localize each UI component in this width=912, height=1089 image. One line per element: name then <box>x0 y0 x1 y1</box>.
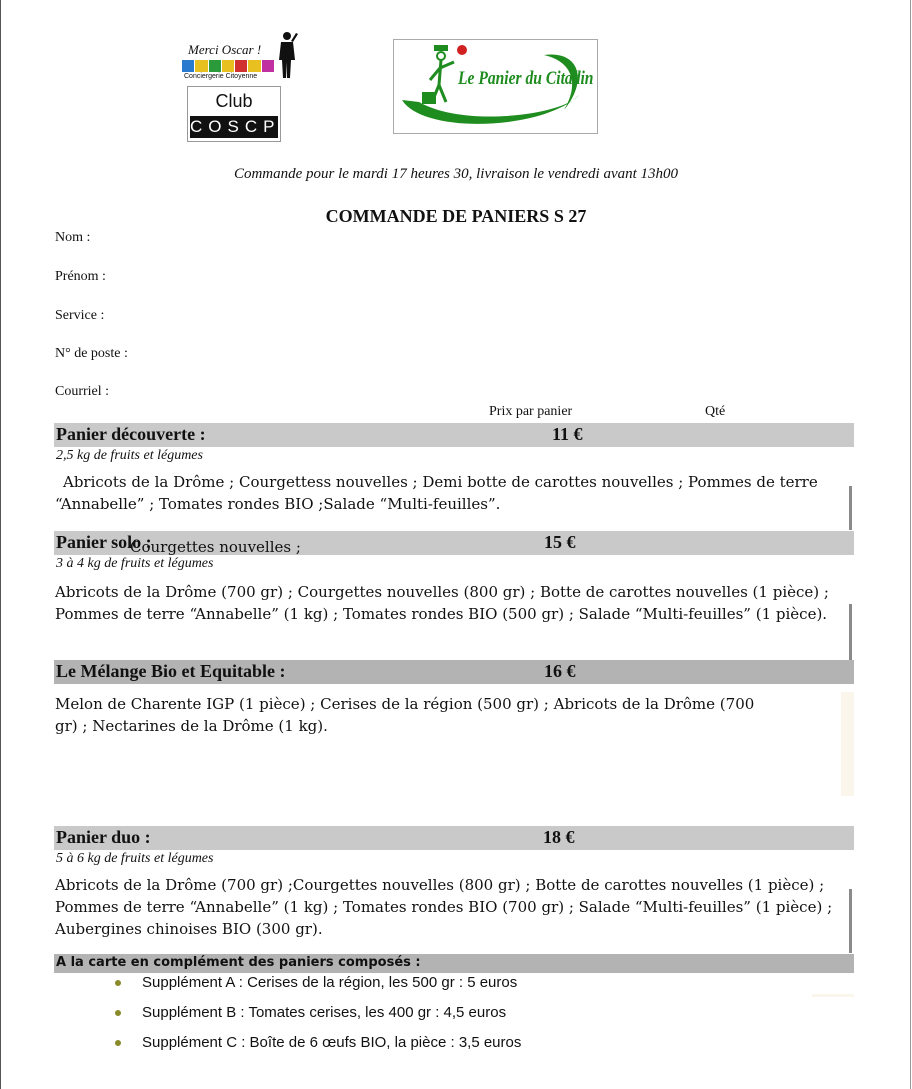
quantity-box-edge-duo <box>849 889 852 953</box>
quantity-box-edge-solo <box>849 604 852 660</box>
basket-weight-duo: 5 à 6 kg de fruits et légumes <box>56 851 214 866</box>
basket-name-solo: Panier solo : <box>56 532 152 552</box>
club-logo-top-text: Club <box>215 91 253 111</box>
quantity-box-edge-decouverte <box>849 486 852 530</box>
page-border-left <box>0 0 1 1089</box>
a-la-carte-quantity-box <box>812 994 854 997</box>
page-border-right <box>910 0 911 1089</box>
basket-name-decouverte: Panier découverte : <box>56 424 206 444</box>
club-logo-bottom-text: COSCP <box>190 117 281 136</box>
basket-price-solo: 15 € <box>544 532 576 552</box>
basket-price-melange: 16 € <box>544 661 576 681</box>
service-label: Service : <box>55 308 105 323</box>
bullet-icon <box>115 1010 121 1016</box>
prenom-label: Prénom : <box>55 269 106 284</box>
basket-overlap-text-solo: Courgettes nouvelles ; <box>130 538 301 556</box>
basket-name-melange: Le Mélange Bio et Equitable : <box>56 661 286 681</box>
courriel-label: Courriel : <box>55 384 110 399</box>
butler-figure-icon <box>276 30 298 80</box>
a-la-carte-title: A la carte en complément des paniers composés : <box>56 955 421 970</box>
basket-description-melange: Melon de Charente IGP (1 pièce) ; Cerises de la région (500 gr) ; Abricots de la Drôme (700 gr) ; Nectarines de la Drôme (1 kg). <box>55 695 755 735</box>
poste-label: N° de poste : <box>55 346 128 361</box>
merci-oscar-logo-subtitle: Conciergerie Citoyenne <box>184 73 258 80</box>
order-deadline-subtitle: Commande pour le mardi 17 heures 30, livraison le vendredi avant 13h00 <box>233 166 679 182</box>
basket-weight-solo: 3 à 4 kg de fruits et légumes <box>56 556 214 571</box>
panier-du-citadin-logo-text: Le Panier du Citadin <box>458 68 594 89</box>
basket-name-duo: Panier duo : <box>56 827 151 847</box>
supplement-c-text: Supplément C : Boîte de 6 œufs BIO, la pièce : 3,5 euros <box>142 1034 522 1051</box>
club-coscp-logo <box>187 86 281 142</box>
basket-description-duo: Abricots de la Drôme (700 gr) ;Courgettes nouvelles (800 gr) ; Botte de carottes nouvelles (1 pièce) ; Pommes de terre “Annabelle” (1 kg) ; Tomates rondes BIO (700 gr) ; Salade “Multi-feuilles” (1 pièce) ; Aubergines chinoises BIO (300 gr). <box>55 876 833 938</box>
supplement-a-text: Supplément A : Cerises de la région, les 500 gr : 5 euros <box>142 974 518 991</box>
bullet-icon <box>115 980 121 986</box>
supplement-b-text: Supplément B : Tomates cerises, les 400 gr : 4,5 euros <box>142 1004 507 1021</box>
page-title: COMMANDE DE PANIERS S 27 <box>325 206 587 226</box>
basket-price-decouverte: 11 € <box>552 424 583 444</box>
merci-oscar-logo-title: Merci Oscar ! <box>188 42 262 57</box>
basket-weight-decouverte: 2,5 kg de fruits et légumes <box>56 448 203 463</box>
merci-oscar-icon-strip <box>182 60 274 72</box>
basket-price-duo: 18 € <box>543 827 575 847</box>
price-column-header: Prix par panier <box>489 404 573 419</box>
basket-description-solo: Abricots de la Drôme (700 gr) ; Courgettes nouvelles (800 gr) ; Botte de carottes nouvelles (1 pièce) ; Pommes de terre “Annabelle” (1 kg) ; Tomates rondes BIO (500 gr) ; Salade “Multi-feuilles” (1 pièce). <box>55 583 829 623</box>
merci-oscar-logo <box>180 30 298 82</box>
quantity-box-melange <box>841 692 854 796</box>
panier-du-citadin-logo <box>393 39 598 134</box>
basket-description-decouverte: Abricots de la Drôme ; Courgettess nouvelles ; Demi botte de carottes nouvelles ; Pommes de terre “Annabelle” ; Tomates rondes BIO ;Salade “Multi-feuilles”. <box>55 473 818 513</box>
nom-label: Nom : <box>55 230 91 245</box>
quantity-column-header: Qté <box>705 404 726 419</box>
basket-band-duo <box>54 826 854 850</box>
bullet-icon <box>115 1040 121 1046</box>
